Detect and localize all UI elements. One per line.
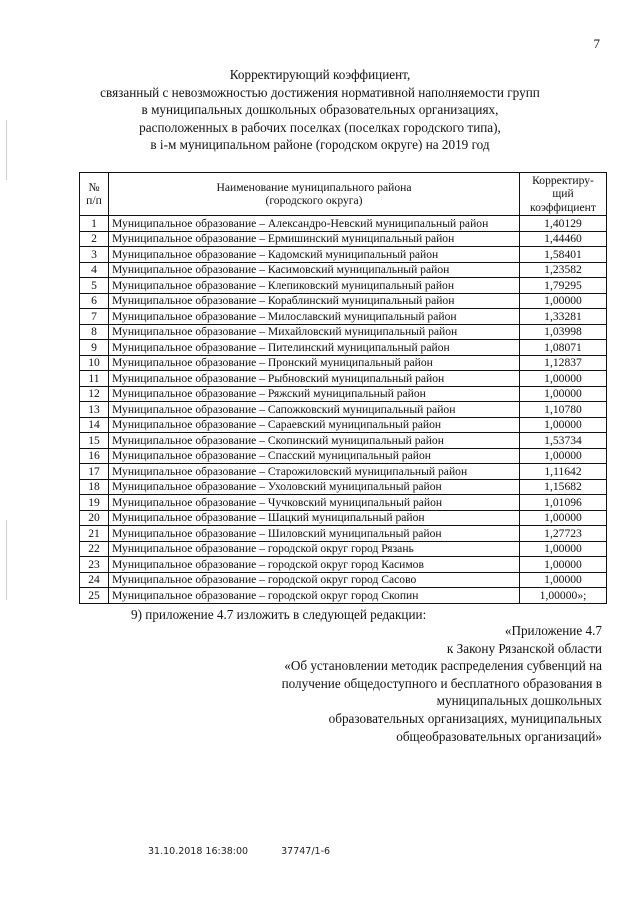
row-number: 10 (80, 355, 109, 371)
title-line: в муниципальных дошкольных образовательных организациях, (141, 102, 499, 118)
district-name: Муниципальное образование – Кадомский муниципальный район (109, 247, 520, 263)
header-district-name: Наименование муниципального района (городского округа) (109, 173, 520, 216)
coefficient-value: 1,11642 (520, 464, 607, 480)
title-line: Корректирующий коэффициент, (229, 67, 411, 82)
coefficient-value: 1,23582 (520, 262, 607, 278)
table-row (80, 340, 607, 356)
title-line: связанный с невозможностью достижения нормативной наполняемости групп (100, 84, 540, 100)
district-name: Муниципальное образование – Скопинский муниципальный район (109, 433, 520, 449)
coefficient-value: 1,00000 (520, 386, 607, 402)
row-number: 24 (80, 572, 109, 588)
table-row (80, 588, 607, 604)
district-name: Муниципальное образование – Рыбновский муниципальный район (109, 371, 520, 387)
row-number: 18 (80, 479, 109, 495)
row-number: 25 (80, 588, 109, 604)
table-row (80, 402, 607, 418)
table-row (80, 495, 607, 511)
table-row (80, 324, 607, 340)
appendix-line: общеобразовательных организаций» (396, 728, 602, 744)
row-number: 22 (80, 541, 109, 557)
row-number: 11 (80, 371, 109, 387)
table-row (80, 448, 607, 464)
print-footer (148, 846, 360, 857)
row-number: 16 (80, 448, 109, 464)
district-name: Муниципальное образование – Сараевский муниципальный район (109, 417, 520, 433)
district-name: Муниципальное образование – Пронский муниципальный район (109, 355, 520, 371)
row-number: 23 (80, 557, 109, 573)
coefficient-value: 1,00000 (520, 541, 607, 557)
row-number: 3 (80, 247, 109, 263)
row-number: 12 (80, 386, 109, 402)
district-name: Муниципальное образование – Касимовский муниципальный район (109, 262, 520, 278)
coefficient-value: 1,00000 (520, 371, 607, 387)
district-name: Муниципальное образование – Пителинский муниципальный район (109, 340, 520, 356)
appendix-line: получение общедоступного и бесплатного образования в (281, 675, 602, 691)
table-row (80, 557, 607, 573)
header-coefficient: Корректиру- щий коэффициент (520, 173, 607, 216)
row-number: 8 (80, 324, 109, 340)
table-row (80, 216, 607, 232)
coefficient-value: 1,79295 (520, 278, 607, 294)
row-number: 1 (80, 216, 109, 232)
district-name: Муниципальное образование – Ряжский муниципальный район (109, 386, 520, 402)
coefficient-table (79, 172, 607, 604)
row-number: 19 (80, 495, 109, 511)
district-name: Муниципальное образование – Сапожковский муниципальный район (109, 402, 520, 418)
district-name: Муниципальное образование – Ухоловский муниципальный район (109, 479, 520, 495)
district-name: Муниципальное образование – городской округ город Касимов (109, 557, 520, 573)
district-name: Муниципальное образование – городской округ город Сасово (109, 572, 520, 588)
district-name: Муниципальное образование – городской округ город Рязань (109, 541, 520, 557)
table-body (80, 216, 607, 604)
table-row (80, 262, 607, 278)
appendix-line: «Об установлении методик распределения субвенций на (284, 658, 602, 674)
table-row (80, 278, 607, 294)
coefficient-value: 1,01096 (520, 495, 607, 511)
table-row (80, 355, 607, 371)
coefficient-value: 1,58401 (520, 247, 607, 263)
table-row (80, 572, 607, 588)
coefficient-value: 1,15682 (520, 479, 607, 495)
document-title (60, 66, 580, 154)
appendix-heading (282, 622, 602, 745)
footer-timestamp: 31.10.2018 16:38:00 (148, 846, 249, 857)
appendix-line: муниципальных дошкольных (436, 693, 602, 709)
scan-margin-mark (6, 520, 7, 600)
table-row (80, 510, 607, 526)
row-number: 13 (80, 402, 109, 418)
row-number: 21 (80, 526, 109, 542)
row-number: 6 (80, 293, 109, 309)
table-row (80, 371, 607, 387)
district-name: Муниципальное образование – Шацкий муниципальный район (109, 510, 520, 526)
table-row (80, 541, 607, 557)
district-name: Муниципальное образование – Ермишинский муниципальный район (109, 231, 520, 247)
district-name: Муниципальное образование – Милославский муниципальный район (109, 309, 520, 325)
footer-doc-id: 37747/1-6 (281, 846, 331, 857)
coefficient-value: 1,03998 (520, 324, 607, 340)
coefficient-value: 1,08071 (520, 340, 607, 356)
coefficient-value: 1,33281 (520, 309, 607, 325)
coefficient-value: 1,12837 (520, 355, 607, 371)
district-name: Муниципальное образование – Михайловский муниципальный район (109, 324, 520, 340)
coefficient-value: 1,40129 (520, 216, 607, 232)
appendix-line: к Закону Рязанской области (446, 640, 602, 656)
coefficient-value: 1,00000 (520, 448, 607, 464)
page-number: 7 (593, 36, 600, 51)
table-row (80, 479, 607, 495)
district-name: Муниципальное образование – Александро-Невский муниципальный район (109, 216, 520, 232)
table-row (80, 309, 607, 325)
table-header-row (80, 173, 607, 216)
row-number: 17 (80, 464, 109, 480)
amendment-clause: 9) приложение 4.7 изложить в следующей редакции: (131, 607, 427, 622)
title-line: в i-м муниципальном районе (городском округе) на 2019 год (150, 137, 490, 153)
coefficient-value: 1,00000 (520, 417, 607, 433)
appendix-line: «Приложение 4.7 (504, 623, 602, 638)
coefficient-value: 1,00000 (520, 293, 607, 309)
row-number: 15 (80, 433, 109, 449)
coefficient-value: 1,00000 (520, 557, 607, 573)
coefficient-value: 1,53734 (520, 433, 607, 449)
coefficient-value: 1,10780 (520, 402, 607, 418)
scan-margin-mark (6, 120, 7, 180)
header-number: № п/п (80, 173, 109, 216)
title-line: расположенных в рабочих поселках (поселках городского типа), (139, 119, 501, 135)
appendix-line: образовательных организациях, муниципальных (328, 710, 602, 726)
district-name: Муниципальное образование – Шиловский муниципальный район (109, 526, 520, 542)
district-name: Муниципальное образование – Спасский муниципальный район (109, 448, 520, 464)
row-number: 14 (80, 417, 109, 433)
district-name: Муниципальное образование – Старожиловский муниципальный район (109, 464, 520, 480)
table-row (80, 417, 607, 433)
district-name: Муниципальное образование – Клепиковский муниципальный район (109, 278, 520, 294)
row-number: 2 (80, 231, 109, 247)
coefficient-value: 1,44460 (520, 231, 607, 247)
table-row (80, 386, 607, 402)
row-number: 5 (80, 278, 109, 294)
table-row (80, 247, 607, 263)
coefficient-value: 1,27723 (520, 526, 607, 542)
table-row (80, 293, 607, 309)
coefficient-value: 1,00000 (520, 572, 607, 588)
row-number: 4 (80, 262, 109, 278)
table-row (80, 231, 607, 247)
table-row (80, 464, 607, 480)
table-row (80, 433, 607, 449)
row-number: 7 (80, 309, 109, 325)
row-number: 20 (80, 510, 109, 526)
coefficient-value: 1,00000»; (520, 588, 607, 604)
district-name: Муниципальное образование – Чучковский муниципальный район (109, 495, 520, 511)
table-row (80, 526, 607, 542)
district-name: Муниципальное образование – Кораблинский муниципальный район (109, 293, 520, 309)
district-name: Муниципальное образование – городской округ город Скопин (109, 588, 520, 604)
coefficient-value: 1,00000 (520, 510, 607, 526)
row-number: 9 (80, 340, 109, 356)
